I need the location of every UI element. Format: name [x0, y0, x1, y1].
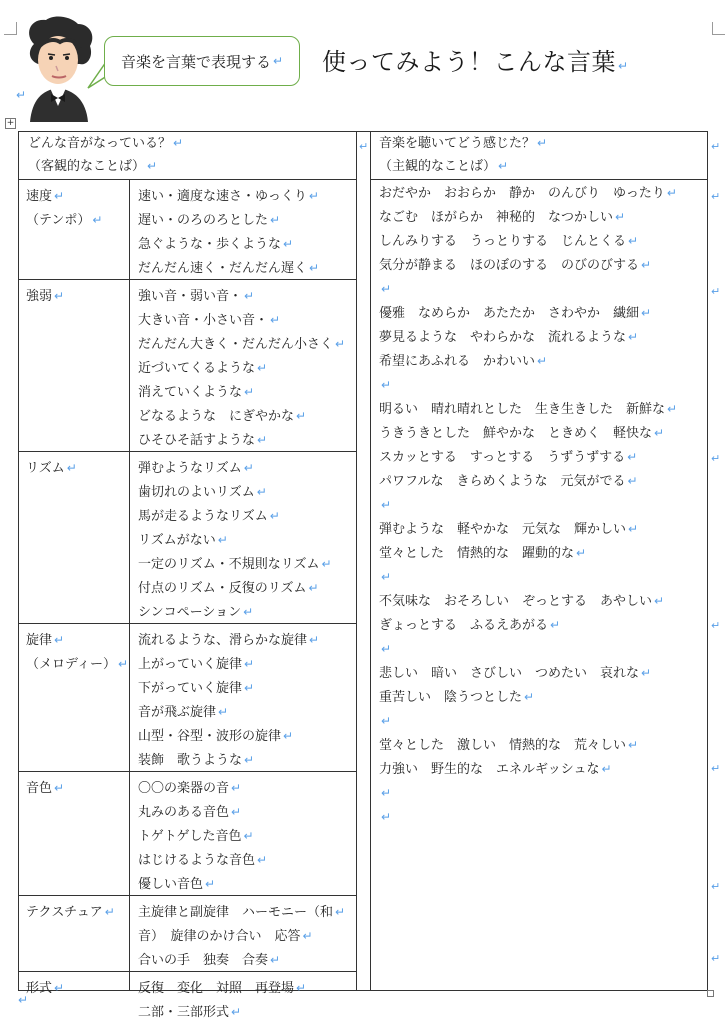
feeling-word-line: 堂々とした 情熱的な 躍動的な ↵	[379, 546, 587, 561]
feeling-word-line: 重苦しい 陰うつとした ↵	[379, 690, 535, 705]
objective-heading-line: どんな音がなっている？ ↵	[28, 136, 184, 151]
table-row	[19, 180, 356, 280]
paragraph-mark-icon: ↵	[270, 953, 281, 967]
expression-item: どなるような にぎやかな ↵	[138, 409, 307, 424]
paragraph-mark-icon: ↵	[257, 361, 268, 375]
expression-item: 音が飛ぶ旋律 ↵	[138, 705, 229, 720]
subjective-heading-cell	[371, 132, 707, 180]
expression-item: 流れるような、滑らかな旋律 ↵	[138, 633, 320, 648]
feeling-word-line: 明るい 晴れ晴れとした 生き生きした 新鮮な ↵	[379, 402, 678, 417]
expression-cell	[131, 972, 356, 1024]
expression-item: 下がっていく旋律 ↵	[138, 681, 255, 696]
subjective-words-column	[371, 132, 707, 990]
speech-bubble	[104, 36, 300, 86]
table-row	[19, 896, 356, 972]
expression-item: 付点のリズム・反復のリズム ↵	[138, 581, 319, 596]
paragraph-mark-icon: ↵	[54, 981, 65, 995]
paragraph-mark-icon: ↵	[283, 729, 294, 743]
expression-item: 馬が走るようなリズム ↵	[138, 509, 280, 524]
paragraph-mark-icon: ↵	[269, 509, 280, 523]
table-row	[19, 452, 356, 624]
feeling-word-line: しんみりする うっとりする じんとくる ↵	[379, 234, 639, 249]
paragraph-mark-icon: ↵	[244, 289, 255, 303]
paragraph-mark-icon: ↵	[335, 337, 346, 351]
paragraph-mark-icon: ↵	[308, 189, 319, 203]
paragraph-mark-icon: ↵	[654, 426, 665, 440]
row-end-mark-icon: ↵	[711, 285, 721, 298]
expression-item: 丸みのある音色 ↵	[138, 805, 242, 820]
paragraph-mark-icon: ↵	[381, 642, 392, 656]
subjective-heading-line: 音楽を聴いてどう感じた？ ↵	[379, 136, 548, 151]
expression-item: はじけるような音色 ↵	[138, 853, 268, 868]
feeling-word-line: 希望にあふれる かわいい ↵	[379, 354, 548, 369]
row-end-mark-icon: ↵	[711, 952, 721, 965]
paragraph-mark-icon: ↵	[615, 210, 626, 224]
paragraph-mark-icon: ↵	[117, 657, 129, 671]
paragraph-mark-icon: ↵	[667, 402, 678, 416]
table-row	[19, 280, 356, 452]
category-label: 形式 ↵	[26, 981, 65, 996]
paragraph-mark-icon: ↵	[302, 929, 313, 943]
feeling-word-line: 夢見るような やわらかな 流れるような ↵	[379, 330, 639, 345]
expression-item: シンコペーション ↵	[138, 605, 254, 620]
feeling-word-line: 優雅 なめらか あたたか さわやか 繊細 ↵	[379, 306, 652, 321]
paragraph-mark-icon: ↵	[627, 474, 638, 488]
paragraph-mark-icon: ↵	[257, 853, 268, 867]
expression-item: 強い音・弱い音・ ↵	[138, 289, 255, 304]
paragraph-mark-icon: ↵	[173, 136, 184, 150]
expression-item: トゲトゲした音色 ↵	[138, 829, 254, 844]
expression-item: だんだん大きく・だんだん小さく ↵	[138, 337, 346, 352]
expression-item: リズムがない ↵	[138, 533, 228, 548]
objective-heading-cell	[19, 132, 356, 180]
row-end-mark-icon: ↵	[711, 762, 721, 775]
paragraph-mark-icon: ↵	[628, 738, 639, 752]
paragraph-mark-icon: ↵	[537, 136, 548, 150]
column-gap	[356, 132, 371, 990]
blank-line	[379, 805, 707, 829]
paragraph-mark-icon: ↵	[618, 59, 629, 73]
paragraph-mark-icon: ↵	[296, 981, 307, 995]
feeling-word-line: 弾むような 軽やかな 元気な 輝かしい ↵	[379, 522, 639, 537]
paragraph-mark-icon: ↵	[66, 461, 77, 475]
feeling-word-line: スカッとする すっとする うずうずする ↵	[379, 450, 638, 465]
category-label: 強弱 ↵	[26, 289, 65, 304]
objective-words-column	[19, 132, 357, 1020]
expression-item: 急ぐような・歩くような ↵	[138, 237, 294, 252]
feeling-word-line: うきうきとした 鮮やかな ときめく 軽快な ↵	[379, 426, 665, 441]
page-title	[322, 42, 629, 77]
table-row	[19, 624, 356, 772]
paragraph-mark-icon: ↵	[54, 189, 65, 203]
header	[0, 0, 728, 125]
paragraph-mark-icon: ↵	[381, 282, 392, 296]
table-move-handle-icon[interactable]: +	[6, 118, 15, 128]
paragraph-mark-icon: ↵	[296, 409, 307, 423]
expression-item: 二部・三部形式 ↵	[138, 1005, 242, 1020]
paragraph-mark-icon: ↵	[92, 213, 103, 227]
paragraph-mark-icon: ↵	[627, 450, 638, 464]
blank-line	[379, 565, 707, 589]
paragraph-mark-icon: ↵	[270, 213, 281, 227]
paragraph-mark-icon: ↵	[550, 618, 561, 632]
table-row	[19, 972, 356, 1020]
category-cell	[19, 896, 130, 971]
feeling-word-line: なごむ ほがらか 神秘的 なつかしい ↵	[379, 210, 626, 225]
paragraph-mark-icon: ↵	[576, 546, 587, 560]
feeling-word-line: 気分が静まる ほのぼのする のびのびする ↵	[379, 258, 652, 273]
feeling-word-line: ぎょっとする ふるえあがる ↵	[379, 618, 561, 633]
expression-item: 上がっていく旋律 ↵	[138, 657, 255, 672]
expression-cell	[131, 772, 356, 896]
objective-heading-line: （客観的なことば） ↵	[28, 159, 158, 174]
expression-item: 遅い・のろのろとした ↵	[138, 213, 281, 228]
paragraph-mark-icon: ↵	[54, 781, 65, 795]
expression-item: 近づいてくるような ↵	[138, 361, 268, 376]
expression-cell	[131, 624, 356, 772]
table-resize-handle-icon[interactable]	[707, 990, 714, 997]
paragraph-mark-icon: ↵	[537, 354, 548, 368]
blank-line	[379, 373, 707, 397]
paragraph-mark-icon: ↵	[641, 666, 652, 680]
paragraph-mark-icon: ↵	[381, 498, 392, 512]
paragraph-mark-icon: ↵	[321, 557, 332, 571]
expression-cell	[131, 452, 356, 624]
blank-line	[379, 781, 707, 805]
expression-item: だんだん速く・だんだん遅く ↵	[138, 261, 320, 276]
paragraph-mark-icon: ↵	[654, 594, 665, 608]
category-cell	[19, 624, 130, 771]
paragraph-mark-icon: ↵	[283, 237, 294, 251]
paragraph-mark-icon: ↵	[54, 289, 65, 303]
expression-item: 〇〇の楽器の音 ↵	[138, 781, 242, 796]
paragraph-mark-icon: ↵	[243, 829, 254, 843]
speech-bubble-text: 音楽を言葉で表現する	[120, 52, 271, 71]
feeling-word-line: 不気味な おそろしい ぞっとする あやしい ↵	[379, 594, 665, 609]
expression-item: 大きい音・小さい音・ ↵	[138, 313, 281, 328]
feeling-word-line: 悲しい 暗い さびしい つめたい 哀れな ↵	[379, 666, 652, 681]
expression-words-table	[18, 131, 708, 1020]
blank-line	[379, 709, 707, 733]
paragraph-mark-icon: ↵	[147, 159, 158, 173]
paragraph-mark-icon: ↵	[641, 258, 652, 272]
expression-item: 主旋律と副旋律 ハーモニー（和 ↵	[138, 905, 346, 920]
paragraph-mark-icon: ↵	[243, 605, 254, 619]
expression-item: 一定のリズム・不規則なリズム ↵	[138, 557, 332, 572]
paragraph-mark-icon: ↵	[270, 313, 281, 327]
paragraph-mark-icon: ↵	[217, 533, 228, 547]
expression-item: 合いの手 独奏 合奏 ↵	[138, 953, 281, 968]
row-end-mark-icon: ↵	[711, 619, 721, 632]
paragraph-mark-icon: ↵	[244, 657, 255, 671]
cell-end-mark-icon: ↵	[359, 140, 369, 153]
paragraph-mark-icon: ↵	[309, 261, 320, 275]
expression-item: 歯切れのよいリズム ↵	[138, 485, 267, 500]
expression-item: 反復 変化 対照 再登場 ↵	[138, 981, 307, 996]
feeling-word-line: おだやか おおらか 静か のんびり ゆったり ↵	[379, 186, 677, 201]
feeling-word-line: 堂々とした 激しい 情熱的な 荒々しい ↵	[379, 738, 639, 753]
expression-item: 弾むようなリズム ↵	[138, 461, 254, 476]
subjective-heading-line: （主観的なことば） ↵	[379, 159, 509, 174]
paragraph-mark-icon: ↵	[54, 633, 65, 647]
feeling-word-line: 力強い 野生的な エネルギッシュな ↵	[379, 762, 612, 777]
row-end-mark-icon: ↵	[711, 452, 721, 465]
paragraph-mark-icon: ↵	[256, 485, 267, 499]
paragraph-mark-icon: ↵	[628, 330, 639, 344]
expression-item: 速い・適度な速さ・ゆっくり ↵	[138, 189, 319, 204]
paragraph-mark-icon: ↵	[381, 714, 392, 728]
paragraph-mark-icon: ↵	[16, 88, 27, 102]
category-cell	[19, 280, 130, 451]
paragraph-mark-icon: ↵	[641, 306, 652, 320]
paragraph-mark-icon: ↵	[628, 234, 639, 248]
paragraph-mark-icon: ↵	[243, 461, 254, 475]
category-cell	[19, 972, 130, 996]
category-label: リズム ↵	[26, 461, 77, 476]
page-title-text: 使ってみよう！こんな言葉	[322, 48, 616, 76]
row-end-mark-icon: ↵	[711, 140, 721, 153]
paragraph-mark-icon: ↵	[231, 1005, 242, 1019]
table-row	[19, 772, 356, 896]
feeling-word-line: パワフルな きらめくような 元気がでる ↵	[379, 474, 638, 489]
category-label: 旋律 ↵	[26, 633, 65, 648]
paragraph-mark-icon: ↵	[218, 705, 229, 719]
expression-item: 音） 旋律のかけ合い 応答 ↵	[138, 929, 313, 944]
category-cell	[19, 452, 130, 623]
paragraph-mark-icon: ↵	[381, 378, 392, 392]
category-label: 音色 ↵	[26, 781, 65, 796]
paragraph-mark-icon: ↵	[205, 877, 216, 891]
paragraph-mark-icon: ↵	[308, 581, 319, 595]
expression-cell	[131, 180, 356, 280]
paragraph-mark-icon: ↵	[104, 905, 115, 919]
paragraph-mark-icon: ↵	[524, 690, 535, 704]
expression-item: 山型・谷型・波形の旋律 ↵	[138, 729, 294, 744]
row-end-mark-icon: ↵	[711, 880, 721, 893]
paragraph-mark-icon: ↵	[381, 810, 392, 824]
category-label: テクスチュア ↵	[26, 905, 115, 920]
paragraph-mark-icon: ↵	[666, 186, 677, 200]
paragraph-mark-icon: ↵	[244, 753, 255, 767]
paragraph-mark-icon: ↵	[309, 633, 320, 647]
row-end-mark-icon: ↵	[711, 190, 721, 203]
paragraph-mark-icon: ↵	[18, 993, 29, 1007]
paragraph-mark-icon: ↵	[335, 905, 346, 919]
paragraph-mark-icon: ↵	[381, 786, 392, 800]
subjective-words-list	[371, 180, 707, 829]
category-label: （メロディー） ↵	[26, 657, 129, 672]
blank-line	[379, 277, 707, 301]
expression-item: 装飾 歌うような ↵	[138, 753, 255, 768]
category-cell	[19, 180, 130, 279]
blank-line	[379, 637, 707, 661]
expression-cell	[131, 896, 356, 972]
category-label: （テンポ） ↵	[26, 213, 103, 228]
expression-cell	[131, 280, 356, 452]
paragraph-mark-icon: ↵	[257, 433, 268, 447]
paragraph-mark-icon: ↵	[272, 54, 284, 68]
paragraph-mark-icon: ↵	[231, 805, 242, 819]
paragraph-mark-icon: ↵	[244, 385, 255, 399]
paragraph-mark-icon: ↵	[231, 781, 242, 795]
paragraph-mark-icon: ↵	[601, 762, 612, 776]
expression-item: 消えていくような ↵	[138, 385, 255, 400]
category-label: 速度 ↵	[26, 189, 65, 204]
expression-item: ひそひそ話すような ↵	[138, 433, 268, 448]
expression-item: 優しい音色 ↵	[138, 877, 216, 892]
paragraph-mark-icon: ↵	[244, 681, 255, 695]
paragraph-mark-icon: ↵	[498, 159, 509, 173]
paragraph-mark-icon: ↵	[628, 522, 639, 536]
category-cell	[19, 772, 130, 895]
blank-line	[379, 493, 707, 517]
paragraph-mark-icon: ↵	[381, 570, 392, 584]
